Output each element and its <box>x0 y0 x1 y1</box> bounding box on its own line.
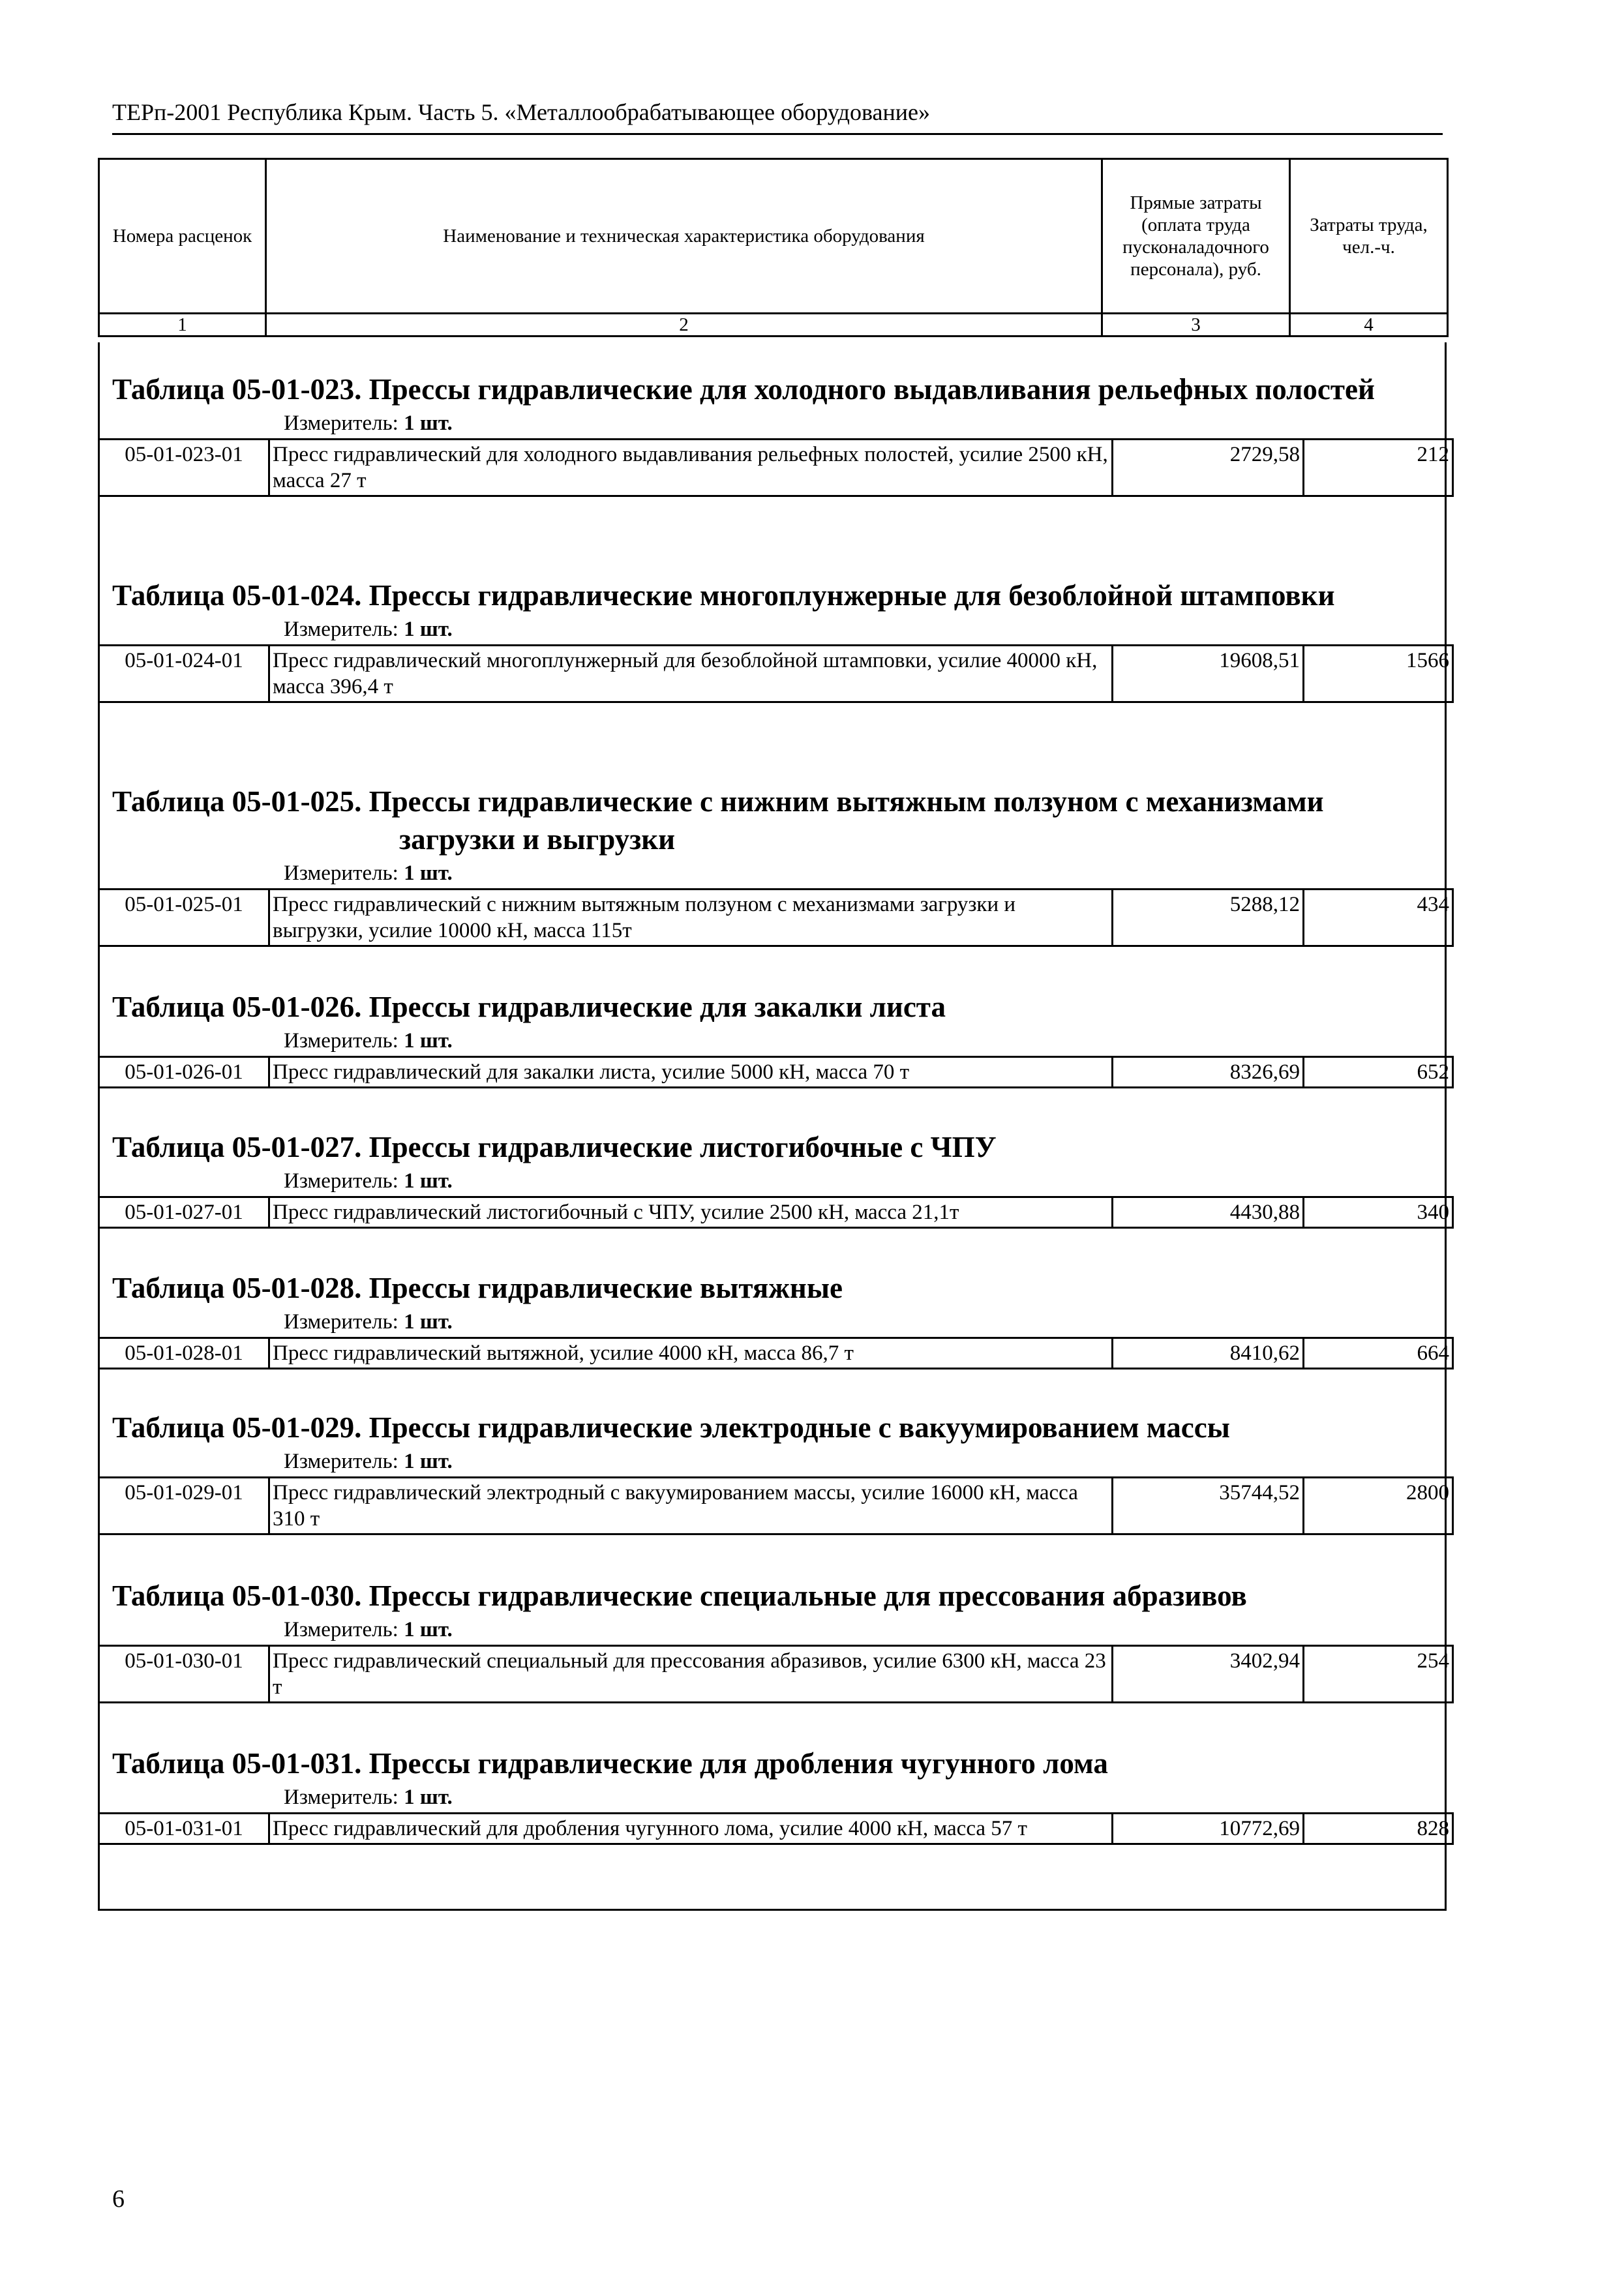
price-table-section <box>98 1128 1447 1229</box>
header-rule <box>112 133 1443 135</box>
rate-code: 05-01-027-01 <box>99 1197 269 1228</box>
column-header-codes: Номера расценок <box>99 159 266 314</box>
equipment-name: Пресс гидравлический специальный для прессования абразивов, усилие 6300 кН, масса 23 т <box>269 1646 1113 1703</box>
meter-label: Измеритель: <box>284 1618 398 1641</box>
table-row <box>98 1337 1454 1369</box>
direct-costs: 19608,51 <box>1113 646 1304 702</box>
equipment-name: Пресс гидравлический для холодного выдавливания рельефных полостей, усилие 2500 кН, масса 27 т <box>269 440 1113 496</box>
meter-value: 1 шт. <box>404 861 453 885</box>
column-number: 1 <box>99 314 266 337</box>
column-number: 3 <box>1102 314 1290 337</box>
price-table-section <box>98 988 1447 1088</box>
section-meter <box>284 1615 1447 1645</box>
meter-label: Измеритель: <box>284 411 398 435</box>
section-title: Таблица 05-01-027. Прессы гидравлические листогибочные с ЧПУ <box>112 1131 997 1163</box>
labor-costs: 652 <box>1304 1057 1453 1088</box>
labor-costs: 2800 <box>1304 1478 1453 1534</box>
column-header-table <box>98 158 1449 337</box>
equipment-name: Пресс гидравлический для дробления чугунного лома, усилие 4000 кН, масса 57 т <box>269 1814 1113 1844</box>
price-table-section <box>98 1577 1447 1703</box>
meter-value: 1 шт. <box>404 1310 453 1334</box>
table-row <box>98 438 1454 497</box>
price-table-section <box>98 370 1447 497</box>
direct-costs: 10772,69 <box>1113 1814 1304 1844</box>
table-row <box>98 1645 1454 1703</box>
section-meter <box>284 1446 1447 1476</box>
equipment-name: Пресс гидравлический листогибочный с ЧПУ, усилие 2500 кН, масса 21,1т <box>269 1197 1113 1228</box>
section-meter <box>284 1166 1447 1196</box>
direct-costs: 4430,88 <box>1113 1197 1304 1228</box>
equipment-name: Пресс гидравлический многоплунжерный для безоблойной штамповки, усилие 40000 кН, масса 396,4 т <box>269 646 1113 702</box>
section-meter <box>284 408 1447 438</box>
section-meter <box>284 858 1447 888</box>
table-row <box>98 1056 1454 1088</box>
direct-costs: 3402,94 <box>1113 1646 1304 1703</box>
section-title: Таблица 05-01-023. Прессы гидравлические для холодного выдавливания рельефных полостей <box>112 373 1375 406</box>
labor-costs: 664 <box>1304 1338 1453 1369</box>
price-table-section <box>98 1269 1447 1369</box>
meter-value: 1 шт. <box>404 1786 453 1809</box>
table-row <box>98 644 1454 703</box>
section-title: Таблица 05-01-031. Прессы гидравлические для дробления чугунного лома <box>112 1747 1108 1780</box>
direct-costs: 5288,12 <box>1113 890 1304 946</box>
table-row <box>98 888 1454 947</box>
direct-costs: 2729,58 <box>1113 440 1304 496</box>
section-title: Таблица 05-01-026. Прессы гидравлические для закалки листа <box>112 991 946 1023</box>
meter-label: Измеритель: <box>284 1310 398 1334</box>
meter-label: Измеритель: <box>284 861 398 885</box>
meter-label: Измеритель: <box>284 1169 398 1193</box>
running-header: ТЕРп-2001 Республика Крым. Часть 5. «Металлообрабатывающее оборудование» <box>112 99 930 125</box>
meter-value: 1 шт. <box>404 1169 453 1193</box>
rate-code: 05-01-024-01 <box>99 646 269 702</box>
labor-costs: 434 <box>1304 890 1453 946</box>
meter-value: 1 шт. <box>404 1029 453 1053</box>
column-header-labor: Затраты труда, чел.-ч. <box>1290 159 1448 314</box>
column-header-name: Наименование и техническая характеристика оборудования <box>266 159 1102 314</box>
column-number: 4 <box>1290 314 1448 337</box>
rate-code: 05-01-031-01 <box>99 1814 269 1844</box>
labor-costs: 254 <box>1304 1646 1453 1703</box>
rate-code: 05-01-030-01 <box>99 1646 269 1703</box>
rate-code: 05-01-023-01 <box>99 440 269 496</box>
equipment-name: Пресс гидравлический электродный с вакуумированием массы, усилие 16000 кН, масса 310 т <box>269 1478 1113 1534</box>
price-table-section <box>98 783 1447 947</box>
section-title: Таблица 05-01-030. Прессы гидравлические специальные для прессования абразивов <box>112 1579 1247 1612</box>
labor-costs: 1566 <box>1304 646 1453 702</box>
table-row <box>98 1196 1454 1229</box>
section-title: Таблица 05-01-028. Прессы гидравлические вытяжные <box>112 1272 843 1304</box>
meter-value: 1 шт. <box>404 1450 453 1473</box>
rate-code: 05-01-026-01 <box>99 1057 269 1088</box>
direct-costs: 35744,52 <box>1113 1478 1304 1534</box>
column-number: 2 <box>266 314 1102 337</box>
price-table-section <box>98 1409 1447 1535</box>
section-meter <box>284 1782 1447 1812</box>
labor-costs: 340 <box>1304 1197 1453 1228</box>
rate-code: 05-01-029-01 <box>99 1478 269 1534</box>
meter-label: Измеритель: <box>284 1029 398 1053</box>
section-meter <box>284 614 1447 644</box>
page-number: 6 <box>112 2185 125 2213</box>
labor-costs: 212 <box>1304 440 1453 496</box>
price-table-section <box>98 1744 1447 1845</box>
meter-label: Измеритель: <box>284 618 398 641</box>
section-title: Таблица 05-01-029. Прессы гидравлические электродные с вакуумированием массы <box>112 1411 1230 1444</box>
section-title: Таблица 05-01-024. Прессы гидравлические многоплунжерные для безоблойной штамповки <box>112 579 1335 612</box>
meter-value: 1 шт. <box>404 411 453 435</box>
rate-code: 05-01-028-01 <box>99 1338 269 1369</box>
meter-value: 1 шт. <box>404 1618 453 1641</box>
meter-value: 1 шт. <box>404 618 453 641</box>
section-meter <box>284 1307 1447 1337</box>
direct-costs: 8410,62 <box>1113 1338 1304 1369</box>
equipment-name: Пресс гидравлический для закалки листа, усилие 5000 кН, масса 70 т <box>269 1057 1113 1088</box>
section-meter <box>284 1026 1447 1056</box>
direct-costs: 8326,69 <box>1113 1057 1304 1088</box>
table-row <box>98 1812 1454 1845</box>
column-header-direct-costs: Прямые затраты (оплата труда пусконаладочного персонала), руб. <box>1102 159 1290 314</box>
equipment-name: Пресс гидравлический с нижним вытяжным ползуном с механизмами загрузки и выгрузки, усилие 10000 кН, масса 115т <box>269 890 1113 946</box>
section-title: Таблица 05-01-025. Прессы гидравлические с нижним вытяжным ползуном с механизмами загрузки и выгрузки <box>112 785 1324 856</box>
table-row <box>98 1476 1454 1535</box>
price-table-section <box>98 576 1447 703</box>
labor-costs: 828 <box>1304 1814 1453 1844</box>
meter-label: Измеритель: <box>284 1450 398 1473</box>
meter-label: Измеритель: <box>284 1786 398 1809</box>
rate-code: 05-01-025-01 <box>99 890 269 946</box>
equipment-name: Пресс гидравлический вытяжной, усилие 4000 кН, масса 86,7 т <box>269 1338 1113 1369</box>
